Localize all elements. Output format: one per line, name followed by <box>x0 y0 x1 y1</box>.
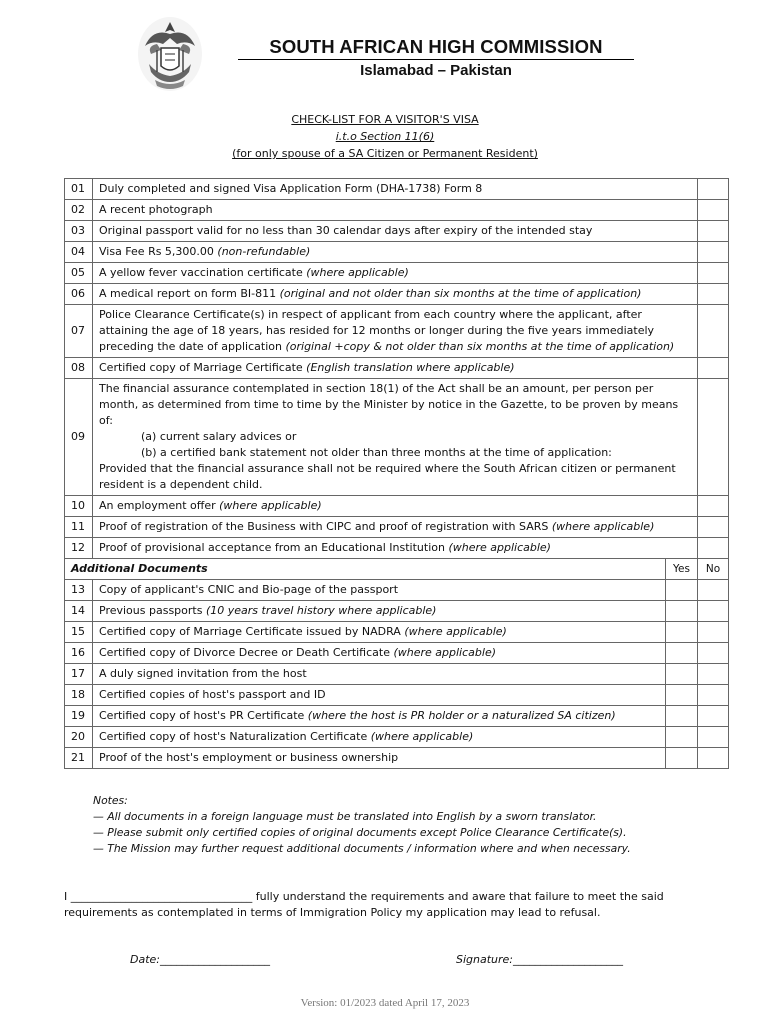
financial-assurance-proviso: Provided that the financial assurance shall not be required where the South African citizen or permanent resident is a dependent child. <box>99 462 676 491</box>
signature-field[interactable]: Signature:____________________ <box>456 953 624 966</box>
no-checkbox[interactable] <box>698 601 729 622</box>
checkbox-cell[interactable] <box>698 263 729 284</box>
checkbox-cell[interactable] <box>698 517 729 538</box>
yes-checkbox[interactable] <box>665 601 697 622</box>
table-row: 13 Copy of applicant's CNIC and Bio-page of the passport <box>65 580 729 601</box>
table-row: 16 Certified copy of Divorce Decree or Death Certificate (where applicable) <box>65 643 729 664</box>
option-a: (a) current salary advices or <box>141 430 297 443</box>
yes-checkbox[interactable] <box>665 748 697 769</box>
financial-assurance-intro: The financial assurance contemplated in section 18(1) of the Act shall be an amount, per person per month, as determined from time to time by the Minister by notice in the Gazette, to be proven by means of: <box>99 382 679 427</box>
yes-checkbox[interactable] <box>665 664 697 685</box>
table-row: 18 Certified copies of host's passport and ID <box>65 685 729 706</box>
table-row: 11 Proof of registration of the Business with CIPC and proof of registration with SARS (where applicable) <box>65 517 729 538</box>
table-row: 01 Duly completed and signed Visa Application Form (DHA-1738) Form 8 <box>65 179 729 200</box>
no-checkbox[interactable] <box>698 727 729 748</box>
notes-label: Notes: <box>93 794 128 807</box>
commission-title: SOUTH AFRICAN HIGH COMMISSION <box>238 36 634 60</box>
table-row: 19 Certified copy of host's PR Certificate (where the host is PR holder or a naturalized SA citizen) <box>65 706 729 727</box>
table-row: 17 A duly signed invitation from the host <box>65 664 729 685</box>
yes-column-header: Yes <box>665 559 697 580</box>
table-row: 12 Proof of provisional acceptance from an Educational Institution (where applicable) <box>65 538 729 559</box>
checkbox-cell[interactable] <box>698 221 729 242</box>
checkbox-cell[interactable] <box>698 496 729 517</box>
yes-checkbox[interactable] <box>665 643 697 664</box>
yes-checkbox[interactable] <box>665 580 697 601</box>
table-row: 04 Visa Fee Rs 5,300.00 (non-refundable) <box>65 242 729 263</box>
checkbox-cell[interactable] <box>698 538 729 559</box>
yes-checkbox[interactable] <box>665 685 697 706</box>
no-checkbox[interactable] <box>698 580 729 601</box>
table-row: 10 An employment offer (where applicable) <box>65 496 729 517</box>
no-column-header: No <box>698 559 729 580</box>
table-row: 20 Certified copy of host's Naturalization Certificate (where applicable) <box>65 727 729 748</box>
section-reference: i.t.o Section 11(6) <box>335 130 435 143</box>
table-row: 09 The financial assurance contemplated in section 18(1) of the Act shall be an amount, per person per month, as determined from time to time by the Minister by notice in the Gazette, to be proven by means of: (a) current salary advices or (b) a certified bank statement not older than three months at the time of application: Provided that the financial assurance shall not be required where the South African citizen or permanent resident is a dependent child. <box>65 379 729 496</box>
yes-checkbox[interactable] <box>665 706 697 727</box>
table-row: 14 Previous passports (10 years travel history where applicable) <box>65 601 729 622</box>
table-row: 05 A yellow fever vaccination certificate (where applicable) <box>65 263 729 284</box>
table-row: 06 A medical report on form BI-811 (original and not older than six months at the time of application) <box>65 284 729 305</box>
note-line: — All documents in a foreign language must be translated into English by a sworn translator. <box>93 810 597 823</box>
additional-header-row <box>65 559 729 580</box>
declaration-text: I _________________________________ fully understand the requirements and aware that failure to meet the said requirements as contemplated in terms of Immigration Policy my application may lead to refusal. <box>64 890 664 919</box>
note-line: — Please submit only certified copies of original documents except Police Clearance Certificate(s). <box>93 826 627 839</box>
checkbox-cell[interactable] <box>698 358 729 379</box>
coat-of-arms-logo <box>137 16 203 92</box>
no-checkbox[interactable] <box>698 622 729 643</box>
table-row: 15 Certified copy of Marriage Certificate issued by NADRA (where applicable) <box>65 622 729 643</box>
table-row: 08 Certified copy of Marriage Certificate (English translation where applicable) <box>65 358 729 379</box>
note-line: — The Mission may further request additional documents / information where and when necessary. <box>93 842 631 855</box>
checkbox-cell[interactable] <box>698 379 729 496</box>
yes-checkbox[interactable] <box>665 622 697 643</box>
additional-documents-heading: Additional Documents <box>65 559 666 580</box>
no-checkbox[interactable] <box>698 643 729 664</box>
option-b: (b) a certified bank statement not older than three months at the time of application: <box>141 446 612 459</box>
applicability-note: (for only spouse of a SA Citizen or Permanent Resident) <box>232 147 538 160</box>
checkbox-cell[interactable] <box>698 179 729 200</box>
yes-checkbox[interactable] <box>665 727 697 748</box>
no-checkbox[interactable] <box>698 685 729 706</box>
checkbox-cell[interactable] <box>698 200 729 221</box>
table-row: 02 A recent photograph <box>65 200 729 221</box>
no-checkbox[interactable] <box>698 706 729 727</box>
checkbox-cell[interactable] <box>698 305 729 358</box>
checkbox-cell[interactable] <box>698 242 729 263</box>
checklist-table <box>64 178 729 769</box>
table-row: 07 Police Clearance Certificate(s) in respect of applicant from each country where the applicant, after attaining the age of 18 years, has resided for 12 months or longer during the five years immediately preceding the date of application (original +copy & not older than six months at the time of application) <box>65 305 729 358</box>
no-checkbox[interactable] <box>698 748 729 769</box>
version-footer: Version: 01/2023 dated April 17, 2023 <box>300 997 470 1009</box>
no-checkbox[interactable] <box>698 664 729 685</box>
table-row: 21 Proof of the host's employment or business ownership <box>65 748 729 769</box>
notes-section <box>93 793 631 857</box>
checkbox-cell[interactable] <box>698 284 729 305</box>
date-field[interactable]: Date:____________________ <box>130 953 270 966</box>
table-row: 03 Original passport valid for no less than 30 calendar days after expiry of the intended stay <box>65 221 729 242</box>
checklist-title: CHECK-LIST FOR A VISITOR'S VISA <box>291 113 479 126</box>
commission-location: Islamabad – Pakistan <box>360 62 512 79</box>
